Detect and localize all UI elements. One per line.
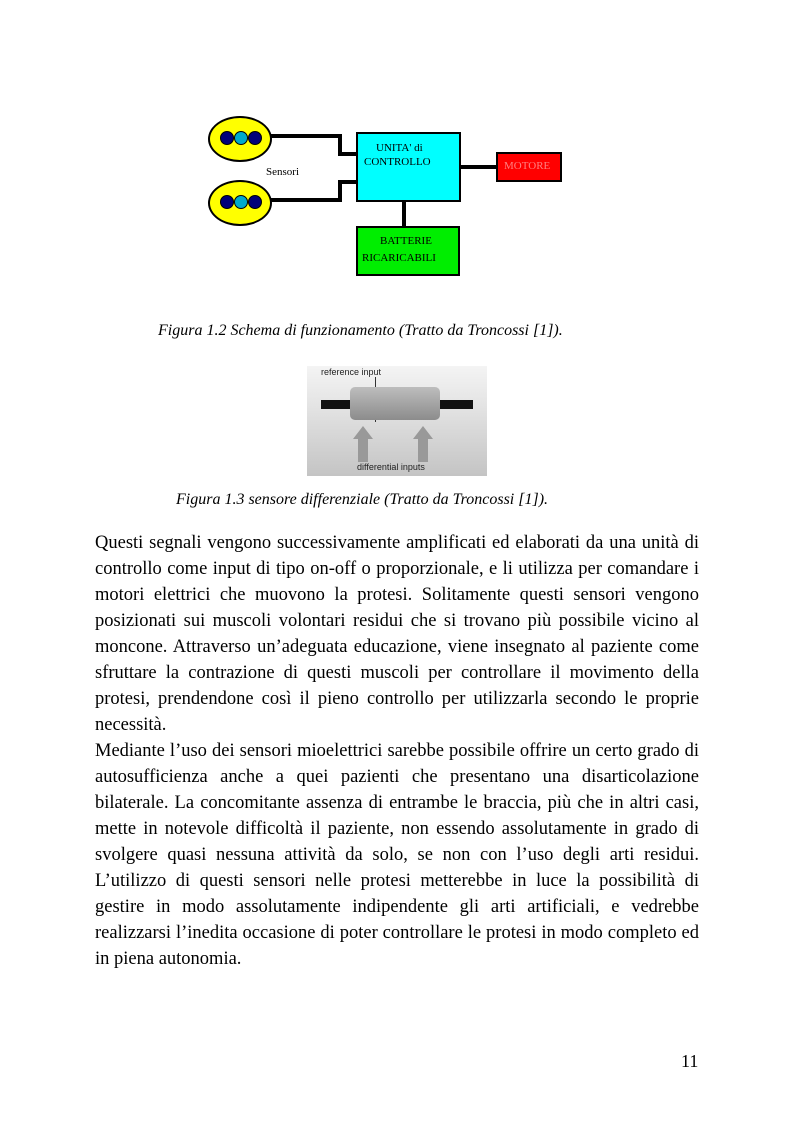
connector-line (338, 180, 358, 184)
paragraph: Questi segnali vengono successivamente amplificati ed elaborati da una unità di controllo come input di tipo on-off o proporzionale, e li utilizza per comandare i motori elettrici che muovono la protesi. Solitamente questi sensori vengono posizionati sui muscoli volontari residui che si trovano più possibile vicino al moncone. Attraverso un’adeguata educazione, viene insegnato al paziente come sfruttare la contrazione di questi muscoli per controllare il movimento della protesi, prendendone così il pieno controllo per utilizzarla secondo le proprie necessità. (95, 533, 699, 735)
sensor-electrode (220, 131, 234, 145)
sensor-bottom (208, 180, 272, 226)
figure-caption-1-2: Figura 1.2 Schema di funzionamento (Tratto da Troncossi [1]). (158, 322, 563, 339)
sensor-electrode (248, 195, 262, 209)
body-text (95, 530, 699, 972)
figure-caption-1-3: Figura 1.3 sensore differenziale (Tratto da Troncossi [1]). (176, 491, 549, 508)
motor-box (496, 152, 562, 182)
control-unit-label-line1: UNITA' di (376, 142, 423, 154)
connector-line (338, 152, 358, 156)
page-number: 11 (681, 1051, 699, 1071)
sensor-electrode (248, 131, 262, 145)
battery-box (356, 226, 460, 276)
block-diagram (196, 100, 606, 310)
battery-label-line1: BATTERIE (380, 235, 432, 247)
control-unit-label-line2: CONTROLLO (364, 156, 431, 168)
sensor-body (350, 387, 440, 420)
sensor-top (208, 116, 272, 162)
battery-label-line2: RICARICABILI (362, 252, 436, 264)
connector-line (270, 134, 340, 138)
sensors-label: Sensori (266, 166, 299, 178)
differential-inputs-label: differential inputs (357, 462, 425, 472)
sensor-electrode (220, 195, 234, 209)
sensor-electrode (234, 195, 248, 209)
motor-label: MOTORE (504, 160, 551, 172)
arrow-up-icon (413, 426, 433, 462)
arrow-up-icon (353, 426, 373, 462)
sensor-electrode (234, 131, 248, 145)
differential-sensor-photo (307, 366, 487, 476)
connector-line (460, 165, 498, 169)
reference-input-label: reference input (321, 367, 382, 377)
control-unit-box (356, 132, 461, 202)
connector-line (402, 202, 406, 228)
connector-line (338, 134, 342, 154)
connector-line (270, 198, 340, 202)
paragraph: Mediante l’uso dei sensori mioelettrici sarebbe possibile offrire un certo grado di autosufficienza anche a quei pazienti che presentano una disarticolazione bilaterale. La concomitante assenza di entrambe le braccia, più che in altri casi, mette in notevole difficoltà il paziente, non essendo assolutamente in grado di svolgere quasi nessuna attività da solo, se non con l’uso degli arti residui. L’utilizzo di questi sensori nelle protesi metterebbe in luce la possibilità di gestire in modo assolutamente indipendente gli arti artificiali, e vedrebbe realizzarsi l’inedita occasione di poter controllare le protesi in modo completo ed in piena autonomia. (95, 741, 699, 969)
